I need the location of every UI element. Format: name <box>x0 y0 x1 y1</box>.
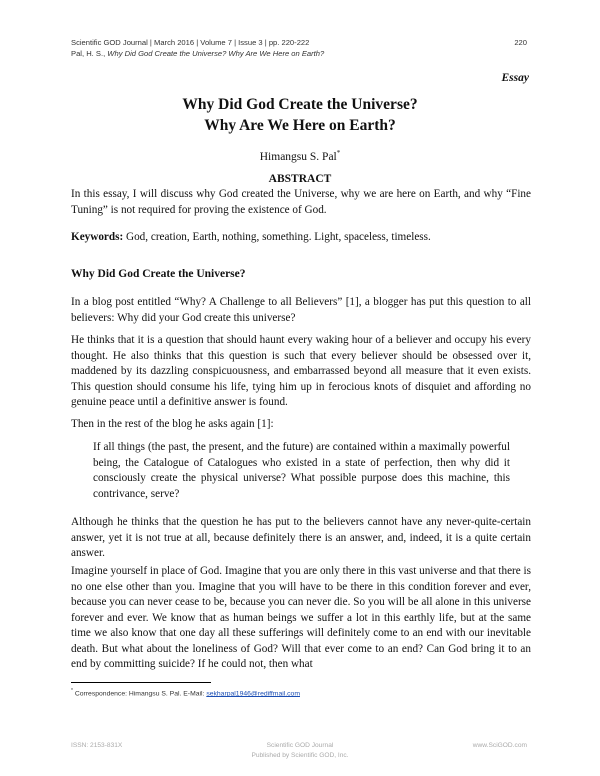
citation-title: Why Did God Create the Universe? Why Are We Here on Earth? <box>107 49 325 58</box>
abstract-heading: ABSTRACT <box>268 173 332 185</box>
article-type-label: Essay <box>501 72 529 84</box>
block-quote: If all things (the past, the present, and the future) are contained within a maximally powerful being, the Catalogue of Catalogues who existed in a state of perfection, then why did it consciously create the physical universe? What possible purpose does this machine, this contrivance, serve? <box>93 441 510 500</box>
section-heading: Why Did God Create the Universe? <box>71 268 246 280</box>
journal-header-line: Scientific GOD Journal | March 2016 | Volume 7 | Issue 3 | pp. 220-222 <box>71 38 310 47</box>
title-line-2: Why Are We Here on Earth? <box>204 117 396 134</box>
paragraph-4: Although he thinks that the question he has put to the believers cannot have any never-quite-certain answer, yet it is not true at all, because definitely there is an answer, and, indeed, it is a quite certain answer. <box>71 516 531 559</box>
citation-author: Pal, H. S., <box>71 49 108 58</box>
author-text: Himangsu S. Pal <box>259 150 337 163</box>
footer-website[interactable]: www.SciGOD.com <box>472 742 527 749</box>
footer-journal: Scientific GOD Journal <box>266 742 334 749</box>
abstract-text: In this essay, I will discuss why God created the Universe, why we are here on Earth, and why “Fine Tuning” is not required for proving the existence of God. <box>71 188 531 216</box>
title-line-1: Why Did God Create the Universe? <box>182 96 418 113</box>
email-link[interactable]: sekharpal1946@rediffmail.com <box>206 690 300 698</box>
keywords-label: Keywords: <box>71 231 124 243</box>
footnote-mark: * <box>71 688 73 694</box>
footer-publisher: Published by Scientific GOD, Inc. <box>251 752 349 759</box>
keywords <box>71 230 531 246</box>
keywords-text: God, creation, Earth, nothing, something. Light, spaceless, timeless. <box>123 231 431 243</box>
page-number: 220 <box>514 38 527 47</box>
footer-issn: ISSN: 2153-831X <box>71 742 123 749</box>
footnote <box>71 688 300 697</box>
paragraph-2: He thinks that it is a question that should haunt every waking hour of a believer and occupy his every thought. He also thinks that this question is such that every believer should be obsessed over it, maddened by its dazzling conspicuousness, and embarrassed beyond all measure that it even exists. This question should consume his life, tying him up in ferocious knots of disquiet and affording no genuine peace until a definitive answer is found. <box>71 334 531 408</box>
paragraph-5: Imagine yourself in place of God. Imagine that you are only there in this vast universe and that there is no one else other than you. Imagine that you will have to be there in this condition forever and ever, because you can never cease to be, because you can never die. So you will be all alone in this universe forever and ever. We know that as human beings we suffer a lot in this earthly life, but at the same time we also know that one day all these sufferings will definitely come to an end with our inevitable death. But what about the loneliness of God? Will that ever come to an end? Can God bring it to an end by committing suicide? If he could not, then what <box>71 565 531 670</box>
footnote-text: Correspondence: Himangsu S. Pal. E-Mail: <box>74 690 207 698</box>
author-name <box>0 149 600 163</box>
author-footnote-mark: * <box>336 149 341 157</box>
paragraph-1: In a blog post entitled “Why? A Challenge to all Believers” [1], a blogger has put this question to all believers: Why did your God create this universe? <box>71 296 531 324</box>
footnote-divider <box>71 682 211 683</box>
paragraph-3: Then in the rest of the blog he asks again [1]: <box>71 418 274 430</box>
citation-line <box>71 49 324 58</box>
